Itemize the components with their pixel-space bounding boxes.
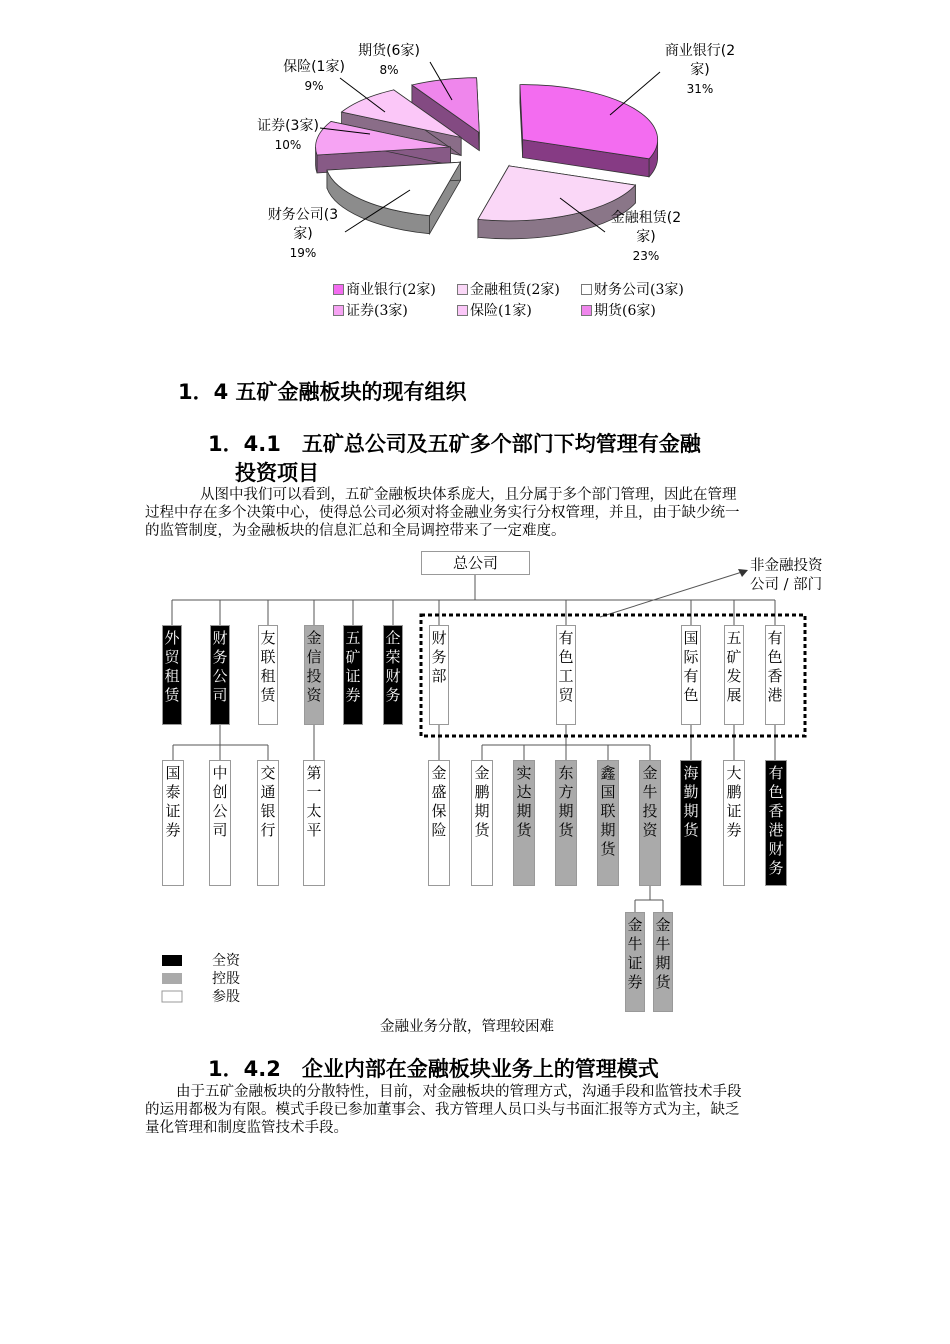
org-root-label: 总公司 bbox=[452, 554, 498, 572]
legend-swatch-full bbox=[162, 955, 182, 966]
legend-swatch bbox=[333, 305, 344, 316]
slice-label: 金融租赁(2 bbox=[610, 210, 682, 226]
org-node-label: 企 荣 财 务 bbox=[385, 629, 401, 704]
org-node-label: 友 联 租 赁 bbox=[260, 629, 276, 704]
note-line: 公司 / 部门 bbox=[750, 577, 823, 593]
legend-swatch bbox=[581, 284, 592, 295]
slice-label: 财务公司(3 bbox=[267, 207, 339, 223]
org-node-label: 五 矿 发 展 bbox=[726, 629, 742, 704]
org-node bbox=[162, 625, 182, 725]
org-node-label: 金 鹏 期 货 bbox=[474, 764, 490, 839]
slice-percent-label: 9% bbox=[304, 79, 324, 93]
org-node-label: 大 鹏 证 券 bbox=[726, 764, 742, 839]
org-legend-full: 全资 bbox=[212, 953, 240, 969]
org-node-label: 国 际 有 色 bbox=[683, 629, 699, 704]
paragraph-line: 由于五矿金融板块的分散特性，目前，对金融板块的管理方式，沟通手段和监管技术手段 bbox=[176, 1084, 742, 1100]
org-node bbox=[383, 625, 403, 725]
org-node bbox=[303, 760, 325, 886]
org-node-label: 五 矿 证 券 bbox=[345, 629, 361, 704]
org-node-label: 鑫 国 联 期 货 bbox=[600, 764, 616, 858]
org-legend-control: 控股 bbox=[212, 971, 240, 987]
legend-swatch bbox=[581, 305, 592, 316]
note-line: 非金融投资 bbox=[750, 558, 823, 574]
org-node bbox=[513, 760, 535, 886]
org-node bbox=[556, 625, 576, 725]
org-node bbox=[258, 625, 278, 725]
org-node bbox=[429, 625, 449, 725]
legend-item: 保险(1家) bbox=[470, 303, 532, 319]
org-node bbox=[680, 760, 702, 886]
slice-label: 家) bbox=[293, 226, 313, 242]
org-node bbox=[304, 625, 324, 725]
legend-item: 证券(3家) bbox=[346, 303, 408, 319]
callout-leader bbox=[610, 72, 660, 115]
org-node-label: 实 达 期 货 bbox=[516, 764, 532, 839]
slice-percent-label: 19% bbox=[289, 246, 317, 260]
org-node bbox=[555, 760, 577, 886]
org-node-label: 金 牛 证 券 bbox=[627, 916, 643, 991]
org-node-label: 第 一 太 平 bbox=[306, 764, 322, 839]
org-node bbox=[162, 760, 184, 886]
slice-percent-label: 8% bbox=[379, 63, 399, 77]
org-node-label: 金 盛 保 险 bbox=[431, 764, 447, 839]
paragraph-line: 的监管制度，为金融板块的信息汇总和全局调控带来了一定难度。 bbox=[145, 523, 566, 539]
org-node-label: 财 务 部 bbox=[431, 629, 447, 685]
org-node-label: 交 通 银 行 bbox=[260, 764, 276, 839]
legend-item: 财务公司(3家) bbox=[594, 282, 684, 298]
slice-label: 商业银行(2 bbox=[664, 43, 736, 59]
org-node-label: 有 色 香 港 bbox=[767, 629, 783, 704]
paragraph-line: 量化管理和制度监管技术手段。 bbox=[145, 1120, 348, 1136]
org-node bbox=[209, 760, 231, 886]
org-node-label: 外 贸 租 赁 bbox=[164, 629, 180, 704]
slice-percent-label: 31% bbox=[686, 82, 714, 96]
org-node-label: 海 勤 期 货 bbox=[683, 764, 699, 839]
section-heading-1-4: 1．4 五矿金融板块的现有组织 bbox=[178, 380, 467, 404]
org-node-label: 金 信 投 资 bbox=[306, 629, 322, 704]
legend-swatch bbox=[457, 305, 468, 316]
slice-percent-label: 23% bbox=[632, 249, 660, 263]
org-node bbox=[257, 760, 279, 886]
legend-swatch bbox=[457, 284, 468, 295]
org-node bbox=[765, 625, 785, 725]
non-financial-note bbox=[750, 557, 823, 595]
org-node-label: 中 创 公 司 bbox=[212, 764, 228, 839]
legend-item: 金融租赁(2家) bbox=[470, 282, 560, 298]
legend-swatch bbox=[333, 284, 344, 295]
section-heading-1-4-1-cont: 投资项目 bbox=[235, 461, 319, 485]
org-node bbox=[639, 760, 661, 886]
org-node bbox=[343, 625, 363, 725]
slice-label: 期货(6家) bbox=[358, 43, 420, 59]
org-node bbox=[724, 625, 744, 725]
org-node-label: 金 牛 期 货 bbox=[655, 916, 671, 991]
org-node-label: 东 方 期 货 bbox=[558, 764, 574, 839]
org-node bbox=[625, 912, 645, 1012]
org-node bbox=[210, 625, 230, 725]
paragraph-line: 过程中存在多个决策中心，使得总公司必须对将金融业务实行分权管理，并且，由于缺少统一 bbox=[145, 505, 740, 521]
section-heading-1-4-2: 1．4.2 企业内部在金融板块业务上的管理模式 bbox=[208, 1057, 659, 1081]
org-node-label: 财 务 公 司 bbox=[212, 629, 228, 704]
slice-label: 家) bbox=[636, 229, 656, 245]
org-root-box bbox=[421, 551, 530, 575]
legend-swatch-equity bbox=[162, 991, 182, 1002]
org-node-label: 国 泰 证 券 bbox=[165, 764, 181, 839]
org-chart-caption: 金融业务分散，管理较困难 bbox=[380, 1019, 554, 1035]
slice-label: 证券(3家) bbox=[257, 118, 319, 134]
slice-label: 保险(1家) bbox=[283, 59, 345, 75]
org-node bbox=[428, 760, 450, 886]
slice-percent-label: 10% bbox=[274, 138, 302, 152]
paragraph-line: 从图中我们可以看到，五矿金融板块体系庞大，且分属于多个部门管理，因此在管理 bbox=[200, 487, 737, 503]
org-node bbox=[597, 760, 619, 886]
org-legend-equity: 参股 bbox=[212, 989, 240, 1005]
org-node-label: 有 色 工 贸 bbox=[558, 629, 574, 704]
org-node bbox=[723, 760, 745, 886]
org-node-label: 有 色 香 港 财 务 bbox=[768, 764, 784, 877]
paragraph-line: 的运用都极为有限。模式手段已参加董事会、我方管理人员口头与书面汇报等方式为主，缺乏 bbox=[145, 1102, 740, 1118]
slice-label: 家) bbox=[690, 62, 710, 78]
org-node bbox=[681, 625, 701, 725]
org-node bbox=[653, 912, 673, 1012]
section-heading-1-4-1: 1．4.1 五矿总公司及五矿多个部门下均管理有金融 bbox=[208, 432, 701, 456]
legend-item: 商业银行(2家) bbox=[346, 282, 436, 298]
org-node bbox=[471, 760, 493, 886]
org-node bbox=[765, 760, 787, 886]
org-node-label: 金 牛 投 资 bbox=[642, 764, 658, 839]
legend-swatch-control bbox=[162, 973, 182, 984]
legend-item: 期货(6家) bbox=[594, 303, 656, 319]
